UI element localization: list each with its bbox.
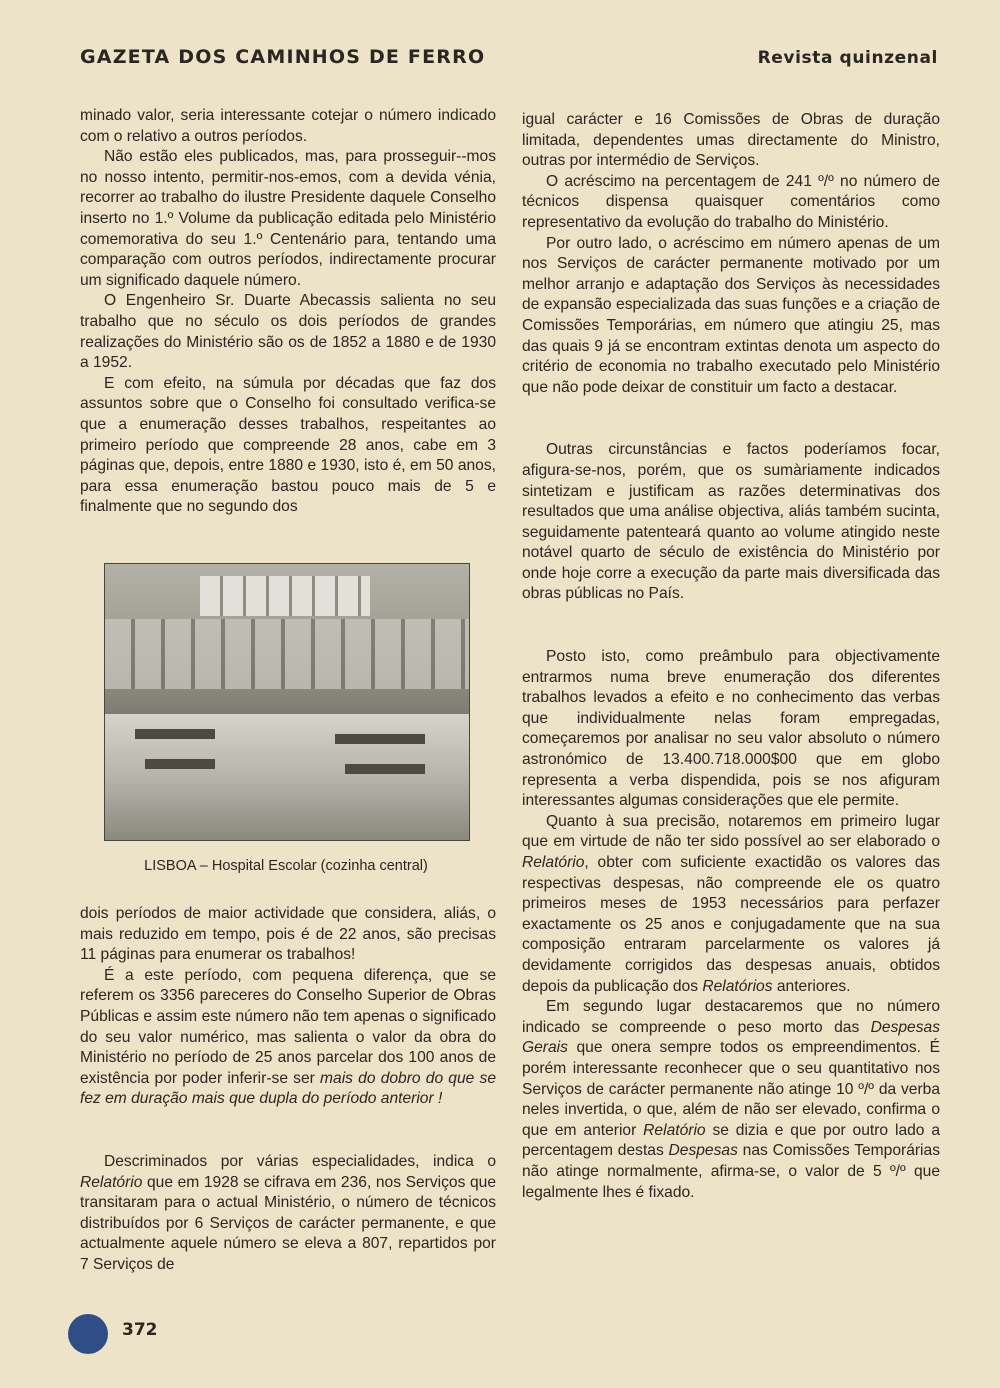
- paragraph: dois períodos de maior actividade que considera, aliás, o mais reduzido em tempo, pois é de 22 anos, são precisas 11 páginas para enumerar os trabalhos!: [80, 905, 496, 964]
- paragraph: Posto isto, como preâmbulo para objectivamente entrarmos numa breve enumeração dos diferentes trabalhos levados a efeito e no conhecimento das verbas que individualmente nelas foram empregadas, começaremos por analisar no seu valor absoluto o número astronómico de 13.400.718.000$00 que em globo representa a verba dispendida, pois se nos afiguram interessantes algumas considerações que ele permite.: [522, 648, 940, 810]
- emphasis: mais do dobro do que se fez em duração mais que dupla do período anterior !: [80, 1069, 496, 1108]
- photo-caption: LISBOA – Hospital Escolar (cozinha central): [144, 858, 428, 874]
- journal-title: GAZETA DOS CAMINHOS DE FERRO: [80, 46, 486, 68]
- journal-subtitle: Revista quinzenal: [757, 48, 938, 68]
- photo-counter: [335, 734, 425, 744]
- paragraph: Por outro lado, o acréscimo em número apenas de um nos Serviços de carácter permanente motivado por um melhor arranjo e adaptação dos Serviços às necessidades de expansão especializada das suas funções e a criação de Comissões Temporárias, em número que atingiu 25, mas das quais 9 já se encontram extintas denota um aspecto do critério de economia no trabalho executado pelo Ministério que não pode deixar de constituir um facto a destacar.: [522, 234, 940, 396]
- paragraph: [522, 997, 940, 1203]
- left-column-top: [80, 106, 496, 518]
- emphasis: Relatório: [643, 1121, 706, 1139]
- text-span: Descriminados por várias especialidades, indica o: [104, 1152, 496, 1170]
- paragraph: Outras circunstâncias e factos poderíamos focar, afigura-se-nos, porém, que os sumàriamente indicados sintetizam e justificam as razões determinativas dos resultados que uma análise objectiva, aliás também sucinta, seguidamente patenteará quanto ao volume atingido neste notável quarto de século de existência do Ministério por onde hoje corre a execução da parte mais diversificada das obras públicas no País.: [522, 441, 940, 603]
- paragraph: [80, 966, 496, 1110]
- photo-counter: [135, 729, 215, 739]
- text-span: Quanto à sua precisão, notaremos em primeiro lugar que em virtude de não ter sido possível ao ser elaborado o: [522, 812, 940, 851]
- paragraph: minado valor, seria interessante cotejar o número indicado com o relativo a outros períodos.: [80, 107, 496, 145]
- emphasis: Despesas: [668, 1142, 738, 1160]
- text-span: É a este período, com pequena diferença, que se referem os 3356 pareceres do Conselho Superior de Obras Públicas e assim este número não tem apenas o significado do seu valor numérico, mas salienta o valor da obra do Ministério no período de 25 anos parcelar dos 100 anos de existência por poder inferir-se ser: [80, 966, 496, 1087]
- emphasis: Relatórios: [702, 977, 773, 995]
- emphasis: Relatório: [80, 1173, 143, 1191]
- paragraph: O Engenheiro Sr. Duarte Abecassis salienta no seu trabalho que no século os dois períodos de grandes realizações do Ministério são os de 1852 a 1880 e de 1930 a 1952.: [80, 292, 496, 372]
- paragraph: Não estão eles publicados, mas, para prosseguir--mos no nosso intento, permitir-nos-emos, com a devida vénia, recorrer ao trabalho do ilustre Presidente daquele Conselho inserto no 1.º Volume da publicação editada pelo Ministério comemorativa do seu 1.º Centenário para, tentando uma comparação com outros períodos, indirectamente procurar um significado daquele número.: [80, 148, 496, 289]
- right-column: [522, 110, 940, 1203]
- page-number: 372: [122, 1320, 158, 1340]
- text-span: , obter com suficiente exactidão os valores das respectivas despesas, não compreende ele os quatro primeiros meses de 1953 necessários para perfazer exactamente os 25 anos e conjugadamente que na sua composição entraram parcelarmente os valores já devidamente corrigidos das despesas anuais, obtidos depois da publicação dos: [522, 854, 940, 995]
- text-span: se dizia e que por outro lado a percentagem destas: [522, 1121, 940, 1160]
- photo-counter: [145, 759, 215, 769]
- photo-wall: [105, 619, 469, 689]
- text-span: que onera sempre todos os empreendimentos. É porém interessante reconhecer que o seu quantitativo nos Serviços de carácter permanente não atinge 10 º/º da verba neles invertida, o que, além de não ser elevado, confirma o que em anterior: [522, 1039, 940, 1139]
- text-span: que em 1928 se cifrava em 236, nos Serviços que transitaram para o actual Ministério, o número de técnicos distribuídos por 6 Serviços de carácter permanente, e que actualmente aquele número se eleva a 807, repartidos por 7 Serviços de: [80, 1173, 496, 1273]
- emphasis: Despesas Gerais: [522, 1018, 940, 1057]
- emphasis: Relatório: [522, 854, 585, 871]
- kitchen-photo: [104, 563, 470, 841]
- paragraph: O acréscimo na percentagem de 241 º/º no número de técnicos dispensa quaisquer comentários como representativo da evolução do trabalho do Ministério.: [522, 172, 940, 231]
- paragraph: E com efeito, na súmula por décadas que faz dos assuntos sobre que o Conselho foi consultado verifica-se que a enumeração desses trabalhos, respeitantes ao primeiro período que compreende 28 anos, cabe em 3 páginas que, depois, entre 1880 e 1930, isto é, em 50 anos, para essa enumeração bastou pouco mais de 5 e finalmente que no segundo dos: [80, 374, 496, 516]
- text-span: nas Comissões Temporárias não atinge normalmente, afirma-se, o valor de 5 º/º que legalmente lhes é fixado.: [522, 1142, 940, 1201]
- paragraph: igual carácter e 16 Comissões de Obras de duração limitada, dependentes umas directamente do Ministro, outras por intermédio de Serviços.: [522, 111, 940, 170]
- text-span: Em segundo lugar destacaremos que no número indicado se compreende o peso morto das: [522, 998, 940, 1036]
- paragraph: [522, 812, 940, 997]
- left-column-bottom: [80, 904, 496, 1276]
- text-span: anteriores.: [772, 977, 851, 995]
- photo-counter: [345, 764, 425, 774]
- photo-skylight: [200, 576, 370, 616]
- paragraph: [80, 1152, 496, 1276]
- page-dot-icon: [68, 1314, 108, 1354]
